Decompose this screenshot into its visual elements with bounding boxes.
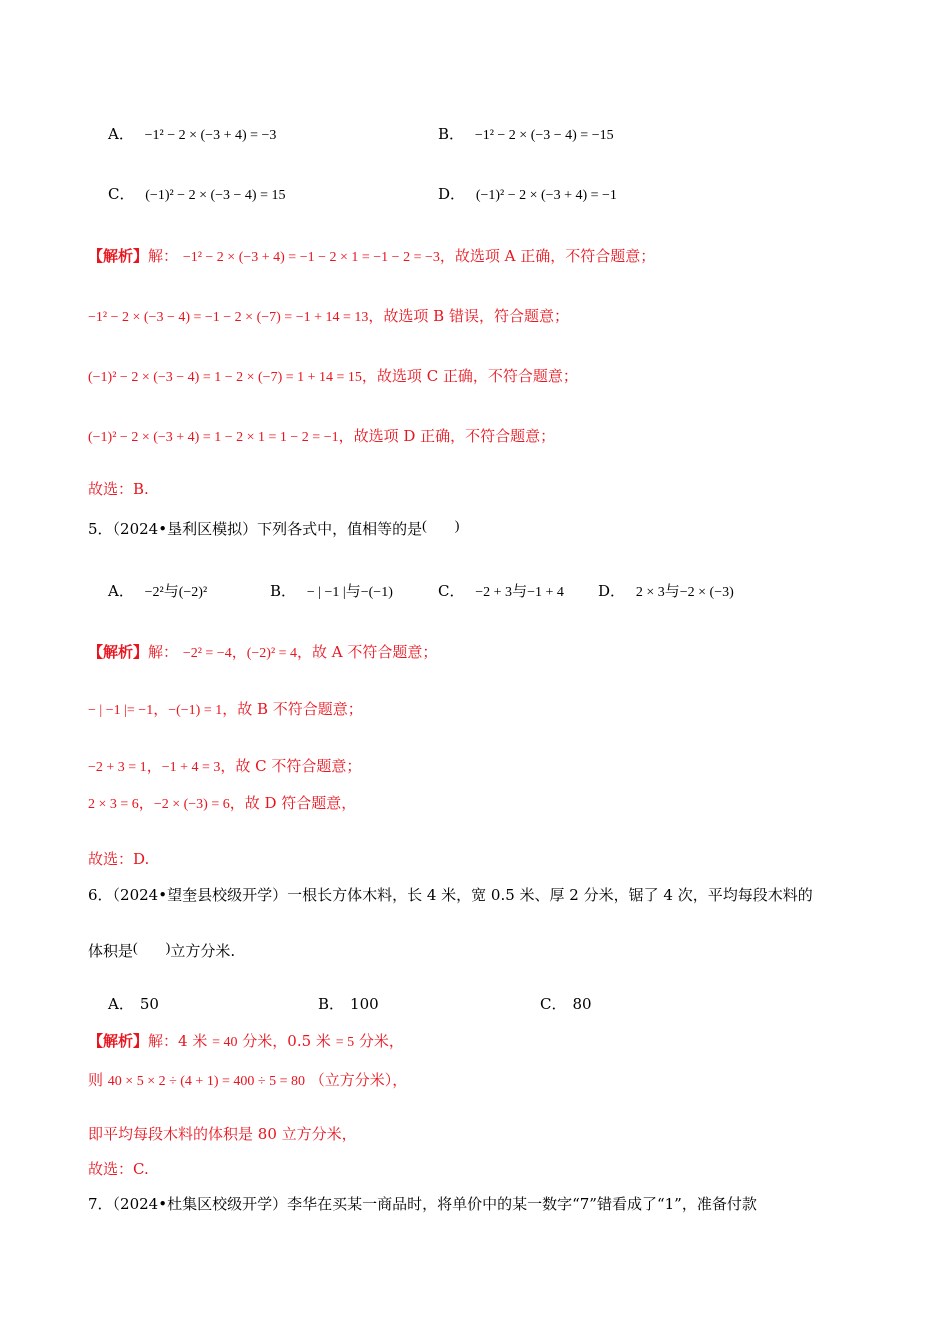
q5-analysis-line-3	[88, 756, 361, 778]
option-label: C．	[438, 582, 465, 600]
analysis-expression: 2 × 3 = 6	[88, 797, 139, 812]
analysis-text: （立方分米），	[309, 1071, 408, 1089]
option-label: A．	[108, 125, 134, 143]
option-expression-2: (−2)²	[178, 585, 208, 600]
option-label: A．	[108, 582, 134, 600]
analysis-expression: = 5	[335, 1035, 355, 1050]
analysis-text: ，故选项 B 错误，符合题意；	[368, 307, 569, 325]
q6-answer: 故选：C.	[88, 1160, 149, 1178]
option-label: C．	[108, 185, 135, 203]
analysis-expression: (−1)² − 2 × (−3 − 4) = 1 − 2 × (−7) = 1 + 14 = 15	[88, 370, 362, 385]
analysis-text: 分米，	[358, 1032, 404, 1050]
q5-option-d	[598, 581, 734, 603]
q5-option-c	[438, 581, 564, 603]
q5-analysis-line-4	[88, 793, 356, 815]
option-expression-1: 2 × 3	[635, 585, 665, 600]
analysis-expression: −2 + 3 = 1	[88, 760, 147, 775]
option-value: 80	[572, 995, 592, 1013]
analysis-tag: 【解析】	[88, 247, 149, 265]
analysis-expression: (−2)² = 4	[246, 646, 298, 661]
option-conjunction: 与	[664, 582, 680, 600]
option-value: 100	[350, 995, 379, 1013]
analysis-expression: 40 × 5 × 2 ÷ (4 + 1) = 400 ÷ 5 = 80	[107, 1074, 305, 1089]
analysis-expression: −1² − 2 × (−3 − 4) = −1 − 2 × (−7) = −1 + 14 = 13	[88, 310, 369, 325]
question-text: 5．（2024•垦利区模拟）下列各式中，值相等的是	[88, 520, 423, 538]
answer-paren: ( )	[422, 519, 460, 534]
q4-analysis-line-3	[88, 366, 578, 388]
analysis-expression: −2² = −4	[182, 646, 232, 661]
q5-analysis-line-1	[88, 642, 437, 664]
option-expression: (−1)² − 2 × (−3 − 4) = 15	[145, 188, 286, 203]
analysis-expression: − | −1 |= −1	[88, 703, 154, 718]
q4-analysis-line-2	[88, 306, 569, 328]
analysis-expression: = 40	[212, 1035, 238, 1050]
analysis-separator: ，	[153, 700, 169, 718]
q5-option-a	[108, 581, 207, 603]
analysis-tag: 【解析】	[88, 1032, 149, 1050]
option-expression: (−1)² − 2 × (−3 + 4) = −1	[475, 188, 617, 203]
analysis-text: 则	[88, 1071, 104, 1089]
q6-stem-line-1: 6．（2024•望奎县校级开学）一根长方体木料，长 4 米，宽 0.5 米、厚 2 分米，锯了 4 次，平均每段木料的	[88, 886, 813, 904]
option-conjunction: 与	[163, 582, 179, 600]
analysis-text: ，故 B 不符合题意；	[222, 700, 363, 718]
option-label: B．	[270, 582, 297, 600]
analysis-tag: 【解析】	[88, 643, 149, 661]
analysis-separator: ，	[231, 643, 247, 661]
option-label: B．	[438, 125, 465, 143]
question-text: 立方分米.	[170, 942, 236, 960]
option-expression-2: −2 × (−3)	[679, 585, 734, 600]
q4-analysis-line-1	[88, 246, 655, 268]
analysis-separator: ，	[146, 757, 162, 775]
q6-option-b	[318, 994, 379, 1014]
analysis-expression: −1 + 4 = 3	[161, 760, 221, 775]
option-expression-1: −2 + 3	[475, 585, 513, 600]
option-conjunction: 与	[345, 582, 361, 600]
q6-stem-line-2	[88, 939, 235, 961]
q4-option-d	[438, 184, 617, 206]
q5-answer: 故选：D.	[88, 850, 150, 868]
option-value: 50	[139, 995, 159, 1013]
analysis-text: ，故选项 C 正确，不符合题意；	[361, 367, 578, 385]
q5-analysis-line-2	[88, 699, 363, 721]
analysis-text: ，故 A 不符合题意；	[297, 643, 438, 661]
analysis-expression: (−1)² − 2 × (−3 + 4) = 1 − 2 × 1 = 1 − 2 = −1	[88, 430, 339, 445]
q7-stem-line-1: 7．（2024•杜集区校级开学）李华在买某一商品时，将单价中的某一数字“7”错看成了“1”，准备付款	[88, 1195, 757, 1213]
option-expression-2: −1 + 4	[527, 585, 564, 600]
q4-option-c	[108, 184, 285, 206]
analysis-expression: −(−1) = 1	[168, 703, 223, 718]
q6-analysis-line-2	[88, 1070, 407, 1092]
analysis-text: 分米，0.5 米	[242, 1032, 331, 1050]
q4-option-b	[438, 124, 614, 146]
q5-option-b	[270, 581, 393, 603]
option-conjunction: 与	[512, 582, 528, 600]
analysis-text: ，故 D 符合题意，	[229, 794, 357, 812]
option-label: B．	[318, 995, 345, 1013]
analysis-prefix: 解：	[148, 643, 179, 661]
analysis-text: ，故 C 不符合题意；	[220, 757, 362, 775]
q5-stem	[88, 517, 459, 539]
option-expression-1: − | −1 |	[306, 585, 346, 600]
q4-option-a	[108, 124, 276, 146]
option-label: D．	[598, 582, 626, 600]
option-expression: −1² − 2 × (−3 − 4) = −15	[474, 128, 614, 143]
analysis-text: ，故选项 A 正确，不符合题意；	[439, 247, 656, 265]
option-expression-2: −(−1)	[360, 585, 393, 600]
q6-option-c	[540, 994, 592, 1014]
answer-paren: ( )	[133, 941, 171, 956]
option-label: C．	[540, 995, 567, 1013]
q6-analysis-line-3: 即平均每段木料的体积是 80 立方分米，	[88, 1125, 357, 1143]
option-expression: −1² − 2 × (−3 + 4) = −3	[144, 128, 277, 143]
analysis-text: 解：4 米	[148, 1032, 208, 1050]
analysis-expression: −2 × (−3) = 6	[153, 797, 230, 812]
q4-analysis-line-4	[88, 426, 555, 448]
analysis-prefix: 解：	[148, 247, 179, 265]
q6-analysis-line-1	[88, 1031, 404, 1053]
analysis-text: ，故选项 D 正确，不符合题意；	[338, 427, 556, 445]
option-label: D．	[438, 185, 466, 203]
option-expression-1: −2²	[144, 585, 164, 600]
q6-option-a	[108, 994, 159, 1014]
analysis-separator: ，	[138, 794, 154, 812]
q4-answer: 故选：B.	[88, 480, 149, 498]
question-text: 体积是	[88, 942, 134, 960]
option-label: A．	[108, 995, 134, 1013]
analysis-expression: −1² − 2 × (−3 + 4) = −1 − 2 × 1 = −1 − 2 = −3	[182, 250, 440, 265]
